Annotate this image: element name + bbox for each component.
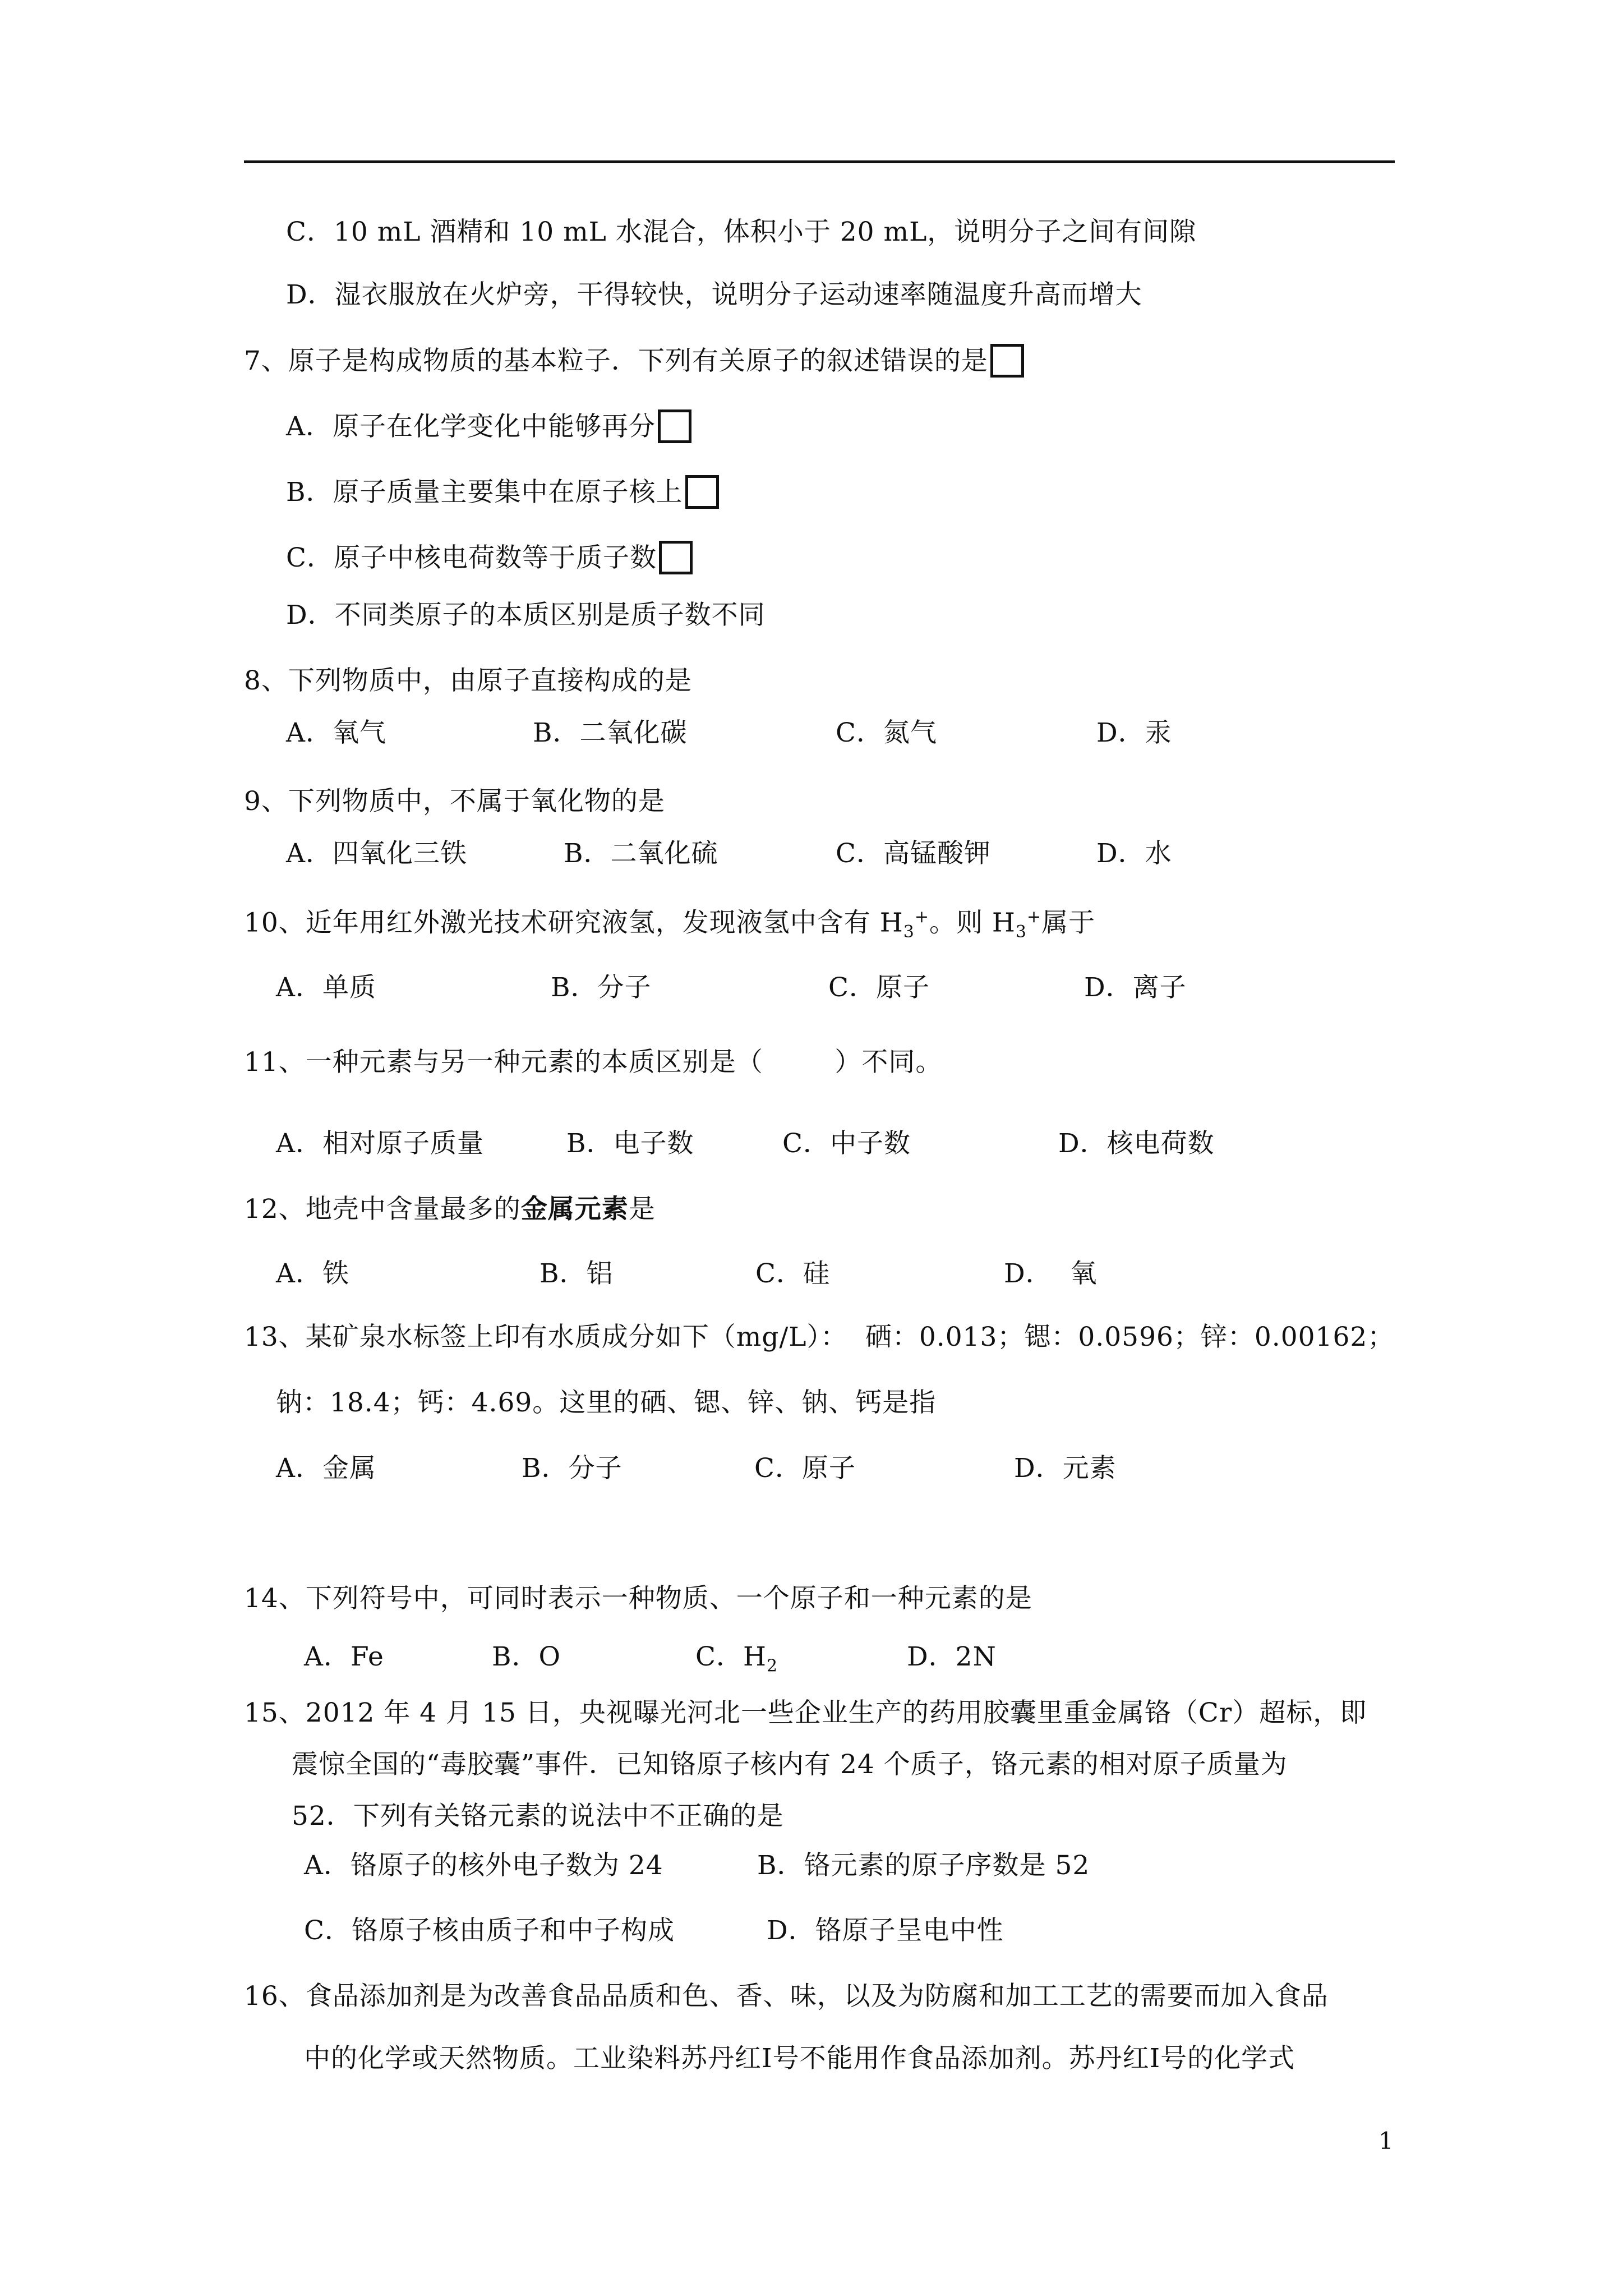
q14-option-d: D．2N bbox=[907, 1641, 997, 1672]
q16-stem-line1: 16、食品添加剂是为改善食品品质和色、香、味，以及为防腐和加工工艺的需要而加入食品 bbox=[244, 1981, 1329, 2012]
q14-subscript: 2 bbox=[766, 1656, 778, 1676]
answer-box[interactable] bbox=[659, 541, 693, 574]
q11-option-a: A．相对原子质量 bbox=[276, 1128, 484, 1159]
q16-stem-line2: 中的化学或天然物质。工业染料苏丹红Ⅰ号不能用作食品添加剂。苏丹红Ⅰ号的化学式 bbox=[304, 2043, 1295, 2074]
q10-stem-part2: 。则 H bbox=[929, 907, 1016, 938]
q8-option-b: B．二氧化碳 bbox=[533, 717, 688, 748]
q8-option-d: D．汞 bbox=[1096, 717, 1172, 748]
q10-superscript: + bbox=[914, 907, 929, 927]
header-rule bbox=[244, 160, 1395, 163]
q11-stem: 11、一种元素与另一种元素的本质区别是（ ）不同。 bbox=[244, 1047, 943, 1078]
q7-option-c bbox=[286, 541, 693, 574]
q15-stem-line3: 52．下列有关铬元素的说法中不正确的是 bbox=[292, 1801, 784, 1832]
q7-option-a-text: A．原子在化学变化中能够再分 bbox=[286, 411, 656, 442]
q14-option-a: A．Fe bbox=[304, 1641, 384, 1672]
q15-stem-line2: 震惊全国的“毒胶囊”事件．已知铬原子核内有 24 个质子，铬元素的相对原子质量为 bbox=[292, 1749, 1288, 1780]
q12-stem-part1: 12、地壳中含量最多的 bbox=[244, 1194, 521, 1225]
q11-option-c: C．中子数 bbox=[782, 1128, 911, 1159]
q9-option-b: B．二氧化硫 bbox=[564, 838, 718, 869]
q9-option-c: C．高锰酸钾 bbox=[836, 838, 991, 869]
q6-option-c: C．10 mL 酒精和 10 mL 水混合，体积小于 20 mL，说明分子之间有间隙 bbox=[286, 217, 1197, 247]
q7-option-c-text: C．原子中核电荷数等于质子数 bbox=[286, 542, 657, 573]
q8-stem: 8、下列物质中，由原子直接构成的是 bbox=[244, 665, 692, 696]
q9-option-a: A．四氧化三铁 bbox=[286, 838, 467, 869]
q15-option-d: D．铬原子呈电中性 bbox=[767, 1915, 1004, 1946]
q11-option-d: D．核电荷数 bbox=[1058, 1128, 1215, 1159]
q10-superscript-2: + bbox=[1027, 907, 1042, 927]
q9-option-d: D．水 bbox=[1096, 838, 1172, 869]
q12-emphasis: 金属元素 bbox=[520, 1194, 629, 1225]
page-number: 1 bbox=[1378, 2127, 1394, 2155]
q10-option-c: C．原子 bbox=[828, 972, 930, 1003]
q6-option-d: D．湿衣服放在火炉旁，干得较快，说明分子运动速率随温度升高而增大 bbox=[286, 279, 1142, 310]
q14-option-c bbox=[695, 1641, 778, 1676]
q14-option-b: B．O bbox=[492, 1641, 561, 1672]
q12-option-b: B．铝 bbox=[540, 1258, 614, 1289]
q13-option-d: D．元素 bbox=[1014, 1453, 1117, 1484]
q7-option-a bbox=[286, 409, 691, 443]
q10-subscript-2: 3 bbox=[1015, 922, 1027, 942]
q15-option-b: B．铬元素的原子序数是 52 bbox=[757, 1850, 1090, 1881]
q12-option-d: D． 氧 bbox=[1004, 1258, 1098, 1289]
q13-option-a: A．金属 bbox=[276, 1453, 376, 1484]
q14-option-c-text: C．H bbox=[695, 1641, 767, 1672]
q7-option-b-text: B．原子质量主要集中在原子核上 bbox=[286, 477, 683, 508]
q15-option-c: C．铬原子核由质子和中子构成 bbox=[304, 1915, 675, 1946]
q12-option-c: C．硅 bbox=[755, 1258, 830, 1289]
answer-box[interactable] bbox=[990, 344, 1024, 378]
q11-option-b: B．电子数 bbox=[566, 1128, 694, 1159]
q13-option-b: B．分子 bbox=[522, 1453, 623, 1484]
q7-option-d: D．不同类原子的本质区别是质子数不同 bbox=[286, 600, 766, 631]
q14-stem: 14、下列符号中，可同时表示一种物质、一个原子和一种元素的是 bbox=[244, 1583, 1032, 1614]
q10-option-b: B．分子 bbox=[551, 972, 652, 1003]
q10-stem-part3: 属于 bbox=[1041, 907, 1096, 938]
q10-subscript: 3 bbox=[903, 922, 915, 942]
q8-option-c: C．氮气 bbox=[836, 717, 937, 748]
answer-box[interactable] bbox=[685, 475, 719, 509]
q13-option-c: C．原子 bbox=[754, 1453, 856, 1484]
answer-box[interactable] bbox=[658, 409, 691, 443]
q7-stem-text: 7、原子是构成物质的基本粒子．下列有关原子的叙述错误的是 bbox=[244, 346, 988, 376]
q12-option-a: A．铁 bbox=[276, 1258, 349, 1289]
q7-stem bbox=[244, 344, 1024, 378]
q10-stem-part1: 10、近年用红外激光技术研究液氢，发现液氢中含有 H bbox=[244, 907, 903, 938]
q10-option-d: D．离子 bbox=[1084, 972, 1187, 1003]
q12-stem-part2: 是 bbox=[628, 1194, 656, 1225]
q15-stem-line1: 15、2012 年 4 月 15 日，央视曝光河北一些企业生产的药用胶囊里重金属铬（Cr）超标，即 bbox=[244, 1697, 1367, 1728]
q10-stem bbox=[244, 909, 1095, 941]
q7-option-b bbox=[286, 475, 719, 509]
q13-stem-line2: 钠：18.4；钙：4.69。这里的硒、锶、锌、钠、钙是指 bbox=[276, 1387, 937, 1418]
q13-stem-line1: 13、某矿泉水标签上印有水质成分如下（mg/L）： 硒：0.013；锶：0.0596；锌：0.00162； bbox=[244, 1322, 1395, 1352]
q10-option-a: A．单质 bbox=[276, 972, 376, 1003]
q15-option-a: A．铬原子的核外电子数为 24 bbox=[304, 1850, 663, 1881]
q9-stem: 9、下列物质中，不属于氧化物的是 bbox=[244, 786, 665, 817]
q12-stem bbox=[244, 1194, 656, 1225]
q8-option-a: A．氧气 bbox=[286, 717, 386, 748]
